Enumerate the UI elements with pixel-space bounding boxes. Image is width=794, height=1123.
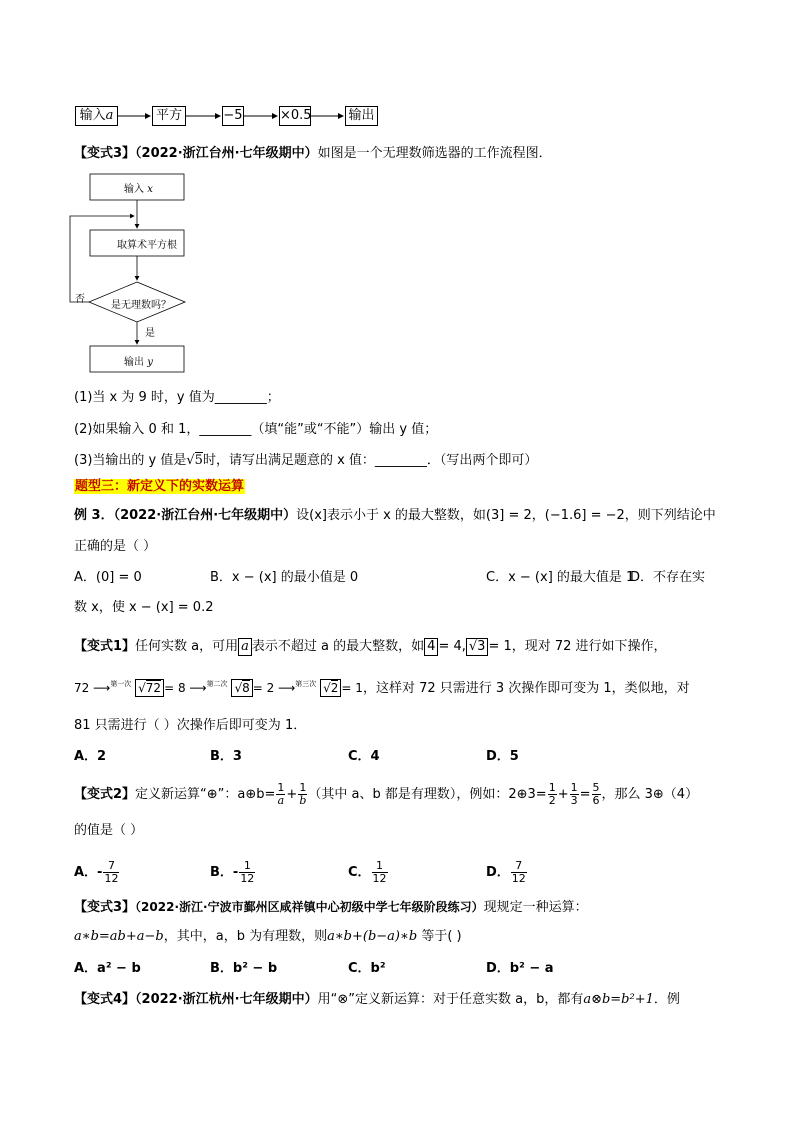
sqrt8-value: 8 [242,681,250,695]
v2-text-a: 定义新运算“⊕”：a⊕b= [135,787,276,802]
option-a: A．a² − b [74,961,141,976]
v1-text-b: 表示不超过 a 的最大整数，如 [251,639,425,654]
fc-step-text: 取算术平方根 [117,240,177,251]
option-b: B．x − (x] 的最小值是 0 [210,570,359,585]
floor-4-result: = 4, [438,639,466,654]
option-c [348,860,389,885]
option-b-prefix: B．- [210,865,239,880]
variant2-line1 [74,780,698,810]
flow-input-label: 输入 [79,108,106,123]
v2-text-c: ，那么 3⊕（4） [601,787,699,802]
option-c-fraction [372,860,388,885]
frac-den: 12 [240,872,255,885]
plus-sign: + [286,787,298,802]
flow-arrows [0,0,400,140]
fraction-1-over-2 [548,782,557,807]
option-a-fraction [103,860,119,885]
variant2-line2: 的值是（ ） [74,823,144,838]
chain-arrow-2-label: 第二次 [206,680,228,688]
fc-output-label: 输出 [124,357,144,368]
flow-minus5-label: −5 [223,108,243,123]
chain-arrow-1: ⟶$^{第一次}$ [93,680,132,695]
option-d [486,860,528,885]
variant-text: 现规定一种运算： [483,900,588,915]
section-3-heading [74,477,245,497]
option-d: D．b² − a [486,961,554,976]
question-2: (2)如果输入 0 和 1，________（填“能”或“不能”）输出 y 值； [74,422,438,437]
frac-den: 12 [511,872,526,885]
example-3-line2: 正确的是（ ） [74,539,157,554]
q3-part1: (3)当输出的 y 值是 [74,453,187,468]
sqrt72-value: 72 [145,681,162,695]
variant-text-end: ．例 [653,992,680,1007]
option-b-fraction [239,860,255,885]
q3-part2: 时，请写出满足题意的 x 值：________．（写出两个即可） [202,453,538,468]
chain-arrow-3-label: 第三次 [295,680,317,688]
frac-num: 1 [372,860,388,873]
flow-times-label: ×0.5 [280,108,312,123]
variant1-line3: 81 只需进行（ ）次操作后即可变为 1． [74,718,307,733]
fc-input-var: x [147,184,153,195]
option-a [74,860,120,885]
operation-formula: a⊗b=b²+1 [583,992,654,1007]
variant2-options [74,852,734,888]
sqrt-flowchart [60,170,200,380]
flow-input-var: a [105,108,114,123]
operation-definition: a∗b=ab+a−b [74,929,164,944]
variant3b-line1 [74,897,588,918]
equals-sign: = [579,787,591,802]
fc-input-text [124,180,153,195]
frac-num: 1 [239,860,255,873]
frac-den: 3 [570,794,578,807]
plus-sign: + [557,787,569,802]
frac-num: 1 [277,781,285,794]
example-source: （2022·浙江台州·七年级期中） [113,508,297,523]
option-a-prefix: A．- [74,865,103,880]
chain-arrow-1-label: 第一次 [110,680,132,688]
option-a: A．(0] = 0 [74,570,142,585]
fc-output-var: y [147,357,153,368]
variant-text: 如图是一个无理数筛选器的工作流程图． [317,146,552,161]
chain-arrow-2: ⟶$^{第二次}$ [189,680,228,695]
frac-num: 7 [511,860,527,873]
option-c: C．x − (x] 的最大值是 1 [486,570,635,585]
variant-tag: 【变式2】 [74,787,136,802]
floor-sqrt8: √8 [231,679,252,697]
sqrt3-value: 3 [477,639,486,654]
v3b-text-b: ，其中，a，b 为有理数，则 [163,929,328,944]
option-d-prefix: D． [486,865,510,880]
variant3b-line2 [74,927,462,947]
question-3 [74,451,537,471]
sqrt-symbol: √5 [186,453,203,468]
floor-sqrt3: √3 [466,638,489,656]
floor-a: a [238,638,252,656]
frac-num: 1 [570,781,578,794]
example-3-line1 [74,506,716,526]
option-d: D．不存在实 [630,570,706,585]
floor-4: 4 [424,638,438,656]
variant4-line1 [74,990,680,1010]
chain-start: 72 [74,681,90,695]
variant1-chain [74,678,690,700]
fc-no-label: 否 [75,294,85,305]
variant-source: （2022·浙江·宁波市鄞州区咸祥镇中心初级中学七年级阶段练习） [135,900,484,914]
option-c-prefix: C． [348,865,371,880]
variant-tag: 【变式3】 [74,900,136,915]
frac-den: a [277,794,285,807]
option-d: D．5 [486,749,519,764]
fraction-1-over-a [276,782,285,807]
frac-den: 2 [548,794,556,807]
section-3-title: 题型三：新定义下的实数运算 [75,479,245,494]
chain-result-2: = 2 [252,681,275,695]
fraction-1-over-b [298,782,307,807]
option-d-fraction [511,860,527,885]
v1-text-c: ，现对 72 进行如下操作， [511,639,667,654]
example-3-option-d-cont: 数 x，使 x − (x] = 0.2 [74,600,214,615]
floor-sqrt2: √2 [320,679,341,697]
fraction-1-over-3 [570,782,579,807]
fc-output-text [124,353,153,368]
example-text1: 设(x]表示小于 x 的最大整数，如(3] = 2，(−1.6] = −2，则下列结论中 [296,508,716,523]
variant-source: （2022·浙江台州·七年级期中） [135,146,318,161]
option-c: C．b² [348,961,386,976]
v2-text-b: （其中 a、b 都是有理数），例如：2⊕3= [308,787,547,802]
sqrt2-value: 2 [330,681,339,695]
option-c: C．4 [348,749,380,764]
variant3-heading [74,144,552,164]
frac-num: 1 [299,781,307,794]
frac-den: b [299,794,307,807]
variant-text: 用“⊗”定义新运算：对于任意实数 a，b，都有 [317,992,584,1007]
frac-den: 12 [372,872,387,885]
fc-input-label: 输入 [124,184,144,195]
variant-source: （2022·浙江杭州·七年级期中） [135,992,318,1007]
flow-output-label: 输出 [348,108,375,123]
sqrt-value: 5 [194,453,203,468]
frac-den: 6 [592,794,600,807]
variant-tag: 【变式4】 [74,992,136,1007]
variant1-line1 [74,637,667,657]
fraction-5-over-6 [592,782,601,807]
frac-num: 1 [548,781,556,794]
option-b [210,860,256,885]
fc-yes-label: 是 [145,328,155,339]
frac-num: 5 [592,781,600,794]
v1-text-a: 任何实数 a，可用 [135,639,239,654]
variant-tag: 【变式1】 [74,639,136,654]
variant-tag: 【变式3】 [74,146,136,161]
floor-3-result: = 1 [488,639,512,654]
floor-sqrt72: √72 [135,679,164,697]
chain-arrow-3: ⟶$^{第三次}$ [278,680,317,695]
flow-square-label: 平方 [155,108,182,123]
chain-result-1: = 8 [164,681,186,695]
fc-decision-text: 是无理数吗？ [111,300,171,311]
frac-den: 12 [104,872,119,885]
question-1: (1)当 x 为 9 时，y 值为________； [74,390,280,405]
frac-num: 7 [103,860,119,873]
option-b: B．b² − b [210,961,278,976]
option-a: A．2 [74,749,107,764]
v3b-text-d: 等于( ) [421,929,462,944]
example-tag: 例 3． [74,508,114,523]
chain-result-3: = 1 [341,681,363,695]
option-b: B．3 [210,749,242,764]
v1-text-2: ，这样对 72 只需进行 3 次操作即可变为 1，类似地，对 [362,681,690,696]
expression: a∗b+(b−a)∗b [327,929,418,944]
